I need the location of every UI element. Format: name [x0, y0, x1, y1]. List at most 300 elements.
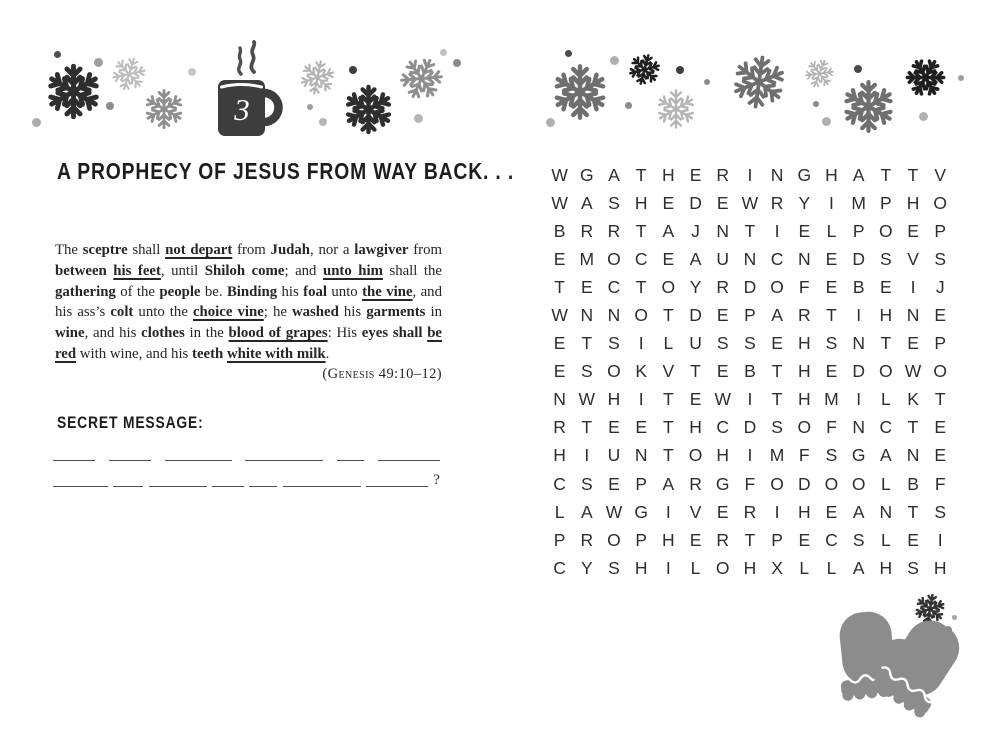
snow-dot-icon [704, 79, 710, 85]
grid-letter: J [691, 220, 700, 241]
grid-letter: O [688, 445, 703, 466]
grid-letter: C [825, 529, 838, 550]
verse-word: with wine, and his [76, 345, 193, 362]
right-page [500, 0, 1000, 750]
grid-letter: T [581, 417, 593, 438]
grid-letter: T [690, 361, 701, 382]
grid-letter: N [580, 305, 594, 326]
snow-dot-icon [625, 102, 632, 109]
snow-dot-icon [307, 104, 313, 110]
verse-word: . [325, 345, 330, 362]
grid-letter: C [553, 473, 566, 494]
grid-letter: E [798, 220, 811, 241]
snow-dot-icon [349, 66, 357, 74]
grid-letter: E [825, 276, 838, 297]
grid-letter: D [743, 417, 757, 438]
grid-letter: T [771, 361, 783, 382]
snowflake-icon [731, 54, 787, 110]
grid-letter: T [771, 389, 783, 410]
grid-letter: V [934, 164, 947, 185]
verse-word: Judah [270, 242, 311, 258]
grid-letter: O [797, 417, 812, 438]
secret-message-line-2 [53, 473, 440, 487]
grid-letter: A [880, 445, 892, 466]
grid-letter: E [934, 305, 947, 326]
grid-letter: T [744, 529, 756, 550]
page-title-text: A PROPHECY OF JESUS FROM WAY BACK. . . [57, 158, 515, 184]
verse-word: be. [200, 283, 227, 300]
verse-word: washed [291, 304, 339, 321]
verse-word: gathering [55, 283, 116, 300]
grid-letter: O [607, 248, 621, 269]
grid-letter: W [605, 501, 623, 522]
grid-letter: I [774, 501, 780, 522]
grid-letter: O [661, 276, 676, 297]
grid-letter: R [797, 305, 811, 326]
word-search-grid [546, 161, 954, 582]
grid-letter: C [716, 417, 730, 438]
grid-letter: T [554, 276, 565, 297]
grid-letter: L [663, 333, 674, 354]
verse-word: : His [327, 325, 362, 342]
grid-letter: R [689, 473, 702, 494]
grid-letter: A [852, 501, 865, 522]
grid-letter: E [907, 220, 919, 241]
grid-letter: P [553, 529, 566, 550]
grid-letter: J [935, 276, 945, 297]
grid-letter: E [608, 417, 620, 438]
snow-dot-icon [453, 59, 461, 67]
grid-letter: N [852, 333, 865, 354]
verse-word: ; and [284, 262, 323, 279]
verse-word: , nor a [310, 242, 355, 258]
grid-letter: G [715, 473, 730, 494]
grid-letter: V [907, 248, 919, 269]
grid-letter: E [825, 361, 838, 382]
grid-letter: N [743, 248, 757, 269]
verse-word: , and his ass’s [55, 283, 442, 321]
grid-letter: U [607, 445, 621, 466]
verse-word: between [55, 262, 107, 279]
coffee-mug-icon [210, 36, 292, 140]
answer-blank [245, 448, 323, 461]
grid-letter: S [852, 529, 865, 550]
snow-dot-icon [958, 75, 964, 81]
secret-message-line-1 [53, 447, 440, 461]
grid-letter: U [716, 248, 730, 269]
grid-letter: E [662, 248, 675, 269]
grid-letter: G [579, 164, 594, 185]
grid-letter: P [744, 305, 756, 326]
grid-letter: W [578, 389, 596, 410]
verse-word: garments [366, 304, 426, 321]
grid-letter: R [716, 276, 730, 297]
grid-letter: C [879, 417, 893, 438]
answer-blank [212, 474, 244, 487]
grid-letter: H [634, 192, 648, 213]
verse-word: Binding [226, 283, 278, 300]
grid-letter: E [716, 192, 729, 213]
grid-letter: S [771, 417, 783, 438]
secret-message-label-text: SECRET MESSAGE: [57, 414, 204, 432]
grid-letter: O [933, 192, 948, 213]
grid-letter: L [690, 557, 701, 578]
grid-letter: A [852, 164, 865, 185]
grid-letter: T [635, 164, 647, 185]
grid-letter: C [607, 276, 621, 297]
grid-letter: I [829, 192, 834, 213]
grid-letter: H [662, 164, 675, 185]
grid-letter: E [825, 248, 838, 269]
grid-letter: S [825, 333, 838, 354]
grid-letter: H [689, 417, 702, 438]
grid-letter: H [797, 501, 811, 522]
grid-letter: V [662, 361, 675, 382]
snowflake-icon [841, 79, 896, 134]
verse-word: white with milk [226, 345, 326, 362]
grid-letter: D [852, 361, 865, 382]
verse-word: blood of grapes [228, 325, 328, 342]
grid-letter: F [744, 473, 756, 494]
grid-letter: A [608, 164, 620, 185]
grid-letter: R [743, 501, 757, 522]
snowflake-icon [551, 63, 609, 121]
verse-word: wine [55, 325, 85, 342]
grid-letter: T [662, 417, 674, 438]
grid-letter: R [716, 529, 730, 550]
secret-message-label [57, 413, 232, 433]
grid-letter: X [771, 557, 783, 578]
grid-letter: T [662, 389, 674, 410]
grid-letter: E [934, 445, 947, 466]
verse-word: the vine [362, 283, 413, 300]
verse-word: of the [115, 283, 160, 300]
grid-letter: F [798, 445, 810, 466]
grid-letter: C [634, 248, 648, 269]
grid-letter: A [580, 192, 593, 213]
grid-letter: T [744, 220, 756, 241]
grid-letter: R [607, 220, 621, 241]
snow-dot-icon [414, 114, 423, 123]
grid-letter: I [747, 164, 753, 185]
snowflake-icon [45, 63, 102, 120]
verse-word: choice vine [192, 304, 264, 321]
grid-letter: N [607, 305, 621, 326]
grid-letter: A [771, 305, 783, 326]
snowflake-icon [905, 57, 946, 98]
grid-letter: A [662, 220, 675, 241]
grid-letter: F [826, 417, 837, 438]
grid-letter: E [553, 361, 566, 382]
verse-word: , and his [84, 325, 142, 342]
grid-letter: I [584, 445, 590, 466]
grid-letter: R [580, 220, 594, 241]
grid-letter: Y [689, 276, 702, 297]
grid-letter: W [551, 192, 568, 213]
grid-letter: E [689, 529, 702, 550]
grid-letter: B [744, 361, 756, 382]
verse-word: unto him [322, 262, 383, 279]
snow-dot-icon [319, 118, 327, 126]
chapter-number: 3 [234, 92, 250, 127]
grid-letter: F [798, 276, 810, 297]
grid-letter: N [770, 164, 784, 185]
grid-letter: N [716, 220, 730, 241]
grid-letter: P [934, 333, 947, 354]
grid-letter: N [634, 445, 648, 466]
grid-letter: E [553, 248, 566, 269]
mug-handle [264, 93, 279, 122]
verse-word: people [159, 283, 201, 300]
answer-blank [53, 474, 108, 487]
grid-letter: P [880, 192, 892, 213]
answer-blank [149, 474, 207, 487]
grid-letter: B [907, 473, 919, 494]
grid-letter: N [906, 445, 920, 466]
grid-letter: G [851, 445, 866, 466]
grid-letter: I [910, 276, 916, 297]
verse-word: ; he [263, 304, 292, 321]
grid-letter: V [689, 501, 702, 522]
grid-letter: G [634, 501, 648, 522]
verse-reference: (Genesis 49:10–12) [322, 366, 442, 382]
verse-word: not depart [165, 242, 233, 258]
grid-letter: L [826, 220, 837, 241]
grid-letter: I [747, 389, 753, 410]
verse-word: shall [127, 242, 166, 258]
snow-dot-icon [106, 102, 114, 110]
grid-letter: I [665, 501, 671, 522]
snow-dot-icon [813, 101, 819, 107]
grid-letter: I [774, 220, 780, 241]
grid-letter: S [716, 333, 729, 354]
verse-word: shall the [382, 262, 442, 279]
snowflake-icon [143, 88, 185, 130]
verse-word: The [55, 242, 83, 258]
grid-letter: R [580, 529, 594, 550]
grid-letter: R [770, 192, 784, 213]
grid-letter: E [907, 529, 919, 550]
grid-letter: E [553, 333, 566, 354]
grid-letter: W [551, 164, 568, 185]
grid-letter: W [741, 192, 759, 213]
snow-dot-icon [822, 117, 831, 126]
grid-letter: H [797, 361, 811, 382]
grid-letter: E [635, 417, 647, 438]
grid-letter: L [826, 557, 837, 578]
verse-word: teeth [192, 345, 224, 362]
grid-letter: H [607, 389, 621, 410]
grid-letter: R [716, 164, 730, 185]
grid-letter: E [580, 276, 593, 297]
verse-word: foal [303, 283, 328, 300]
grid-letter: A [852, 557, 865, 578]
grid-letter: O [879, 361, 893, 382]
snowflake-icon [628, 53, 661, 86]
grid-letter: N [852, 417, 865, 438]
grid-letter: T [662, 445, 674, 466]
grid-letter: D [852, 248, 865, 269]
grid-letter: D [743, 276, 757, 297]
grid-letter: I [856, 389, 862, 410]
grid-letter: T [907, 417, 919, 438]
grid-letter: T [880, 164, 892, 185]
verse-word: unto [327, 283, 363, 300]
verse-word: his [277, 283, 304, 300]
grid-letter: S [934, 248, 947, 269]
grid-letter: N [879, 501, 893, 522]
snow-dot-icon [188, 68, 196, 76]
grid-letter: O [879, 220, 893, 241]
snowflake-icon [804, 58, 835, 89]
snow-dot-icon [94, 58, 103, 67]
verse-word: from [232, 242, 271, 258]
grid-letter: E [934, 417, 947, 438]
grid-letter: S [934, 501, 947, 522]
grid-letter: T [635, 276, 647, 297]
answer-blank [165, 448, 232, 461]
snow-dot-icon [854, 65, 862, 73]
grid-letter: I [638, 389, 644, 410]
grid-letter: T [907, 164, 919, 185]
verse-word: in [425, 304, 443, 321]
verse-word: sceptre [82, 242, 128, 258]
grid-letter: S [580, 361, 593, 382]
grid-letter: C [770, 248, 784, 269]
snow-dot-icon [610, 56, 619, 65]
grid-letter: S [608, 192, 620, 213]
grid-letter: Y [798, 192, 811, 213]
answer-blank [283, 474, 361, 487]
snowflake-icon [343, 84, 394, 135]
grid-letter: H [797, 389, 811, 410]
grid-letter: N [906, 305, 920, 326]
grid-letter: T [934, 389, 946, 410]
verse-word: his [338, 304, 367, 321]
grid-letter: K [907, 389, 919, 410]
grid-letter: H [634, 557, 648, 578]
grid-letter: N [797, 248, 811, 269]
answer-blank [337, 448, 364, 461]
snow-dot-icon [565, 50, 572, 57]
verse-word: clothes [141, 325, 185, 342]
grid-letter: T [880, 333, 892, 354]
answer-blank [249, 474, 277, 487]
grid-letter: S [825, 445, 838, 466]
grid-letter: W [551, 305, 568, 326]
grid-letter: E [689, 164, 702, 185]
answer-blank [366, 474, 428, 487]
grid-letter: I [747, 445, 753, 466]
snowflake-icon [111, 56, 147, 92]
grid-letter: D [689, 305, 702, 326]
grid-letter: L [880, 389, 891, 410]
grid-letter: H [716, 445, 730, 466]
grid-letter: M [769, 445, 785, 466]
grid-letter: O [824, 473, 839, 494]
grid-letter: P [635, 529, 647, 550]
grid-letter: F [934, 473, 946, 494]
grid-letter: E [716, 305, 729, 326]
grid-letter: O [607, 361, 621, 382]
grid-letter: M [824, 389, 839, 410]
grid-letter: E [716, 501, 729, 522]
grid-letter: H [797, 333, 811, 354]
grid-letter: E [689, 389, 702, 410]
grid-letter: M [851, 192, 866, 213]
snow-dot-icon [676, 66, 684, 74]
snowflake-icon [655, 88, 697, 130]
grid-letter: O [851, 473, 866, 494]
verse-word: from [408, 242, 442, 258]
grid-letter: A [689, 248, 702, 269]
snowflake-icon [399, 56, 444, 101]
grid-letter: H [879, 557, 893, 578]
grid-letter: O [770, 276, 784, 297]
verse-word: Shiloh come [204, 262, 285, 279]
grid-letter: S [744, 333, 756, 354]
verse-word: colt [110, 304, 134, 321]
verse-word: lawgiver [354, 242, 409, 258]
grid-letter: I [665, 557, 671, 578]
grid-letter: O [607, 529, 621, 550]
grid-letter: L [880, 473, 891, 494]
verse-word: his feet [113, 262, 161, 279]
grid-letter: W [904, 361, 922, 382]
grid-letter: E [662, 192, 675, 213]
snow-dot-icon [440, 49, 447, 56]
grid-letter: P [635, 473, 647, 494]
grid-letter: T [826, 305, 837, 326]
grid-letter: D [689, 192, 702, 213]
verse-word: , until [160, 262, 205, 279]
grid-letter: E [716, 361, 729, 382]
grid-letter: A [662, 473, 675, 494]
grid-letter: T [907, 501, 919, 522]
grid-letter: M [579, 248, 595, 269]
steam-icon [239, 48, 241, 74]
grid-letter: H [906, 192, 920, 213]
grid-letter: S [907, 557, 919, 578]
grid-letter: O [770, 473, 784, 494]
grid-letter: P [852, 220, 865, 241]
grid-letter: U [689, 333, 702, 354]
grid-letter: D [797, 473, 811, 494]
grid-letter: R [553, 417, 566, 438]
grid-letter: S [608, 557, 620, 578]
grid-letter: P [934, 220, 947, 241]
grid-letter: S [608, 333, 620, 354]
grid-letter: H [743, 557, 757, 578]
answer-blank [378, 448, 440, 461]
steam-icon [251, 42, 254, 72]
grid-letter: P [771, 529, 783, 550]
grid-letter: I [638, 333, 644, 354]
grid-letter: O [634, 305, 648, 326]
answer-blank [109, 448, 151, 461]
verse-word: in the [184, 325, 229, 342]
grid-letter: T [662, 305, 674, 326]
verse-word: eyes shall [361, 325, 428, 342]
grid-letter: B [852, 276, 865, 297]
verse-word: unto the [133, 304, 193, 321]
grid-letter: L [554, 501, 565, 522]
grid-letter: H [879, 305, 893, 326]
grid-letter: Y [580, 557, 593, 578]
grid-letter: K [635, 361, 647, 382]
answer-blank [113, 474, 143, 487]
grid-letter: T [635, 220, 647, 241]
